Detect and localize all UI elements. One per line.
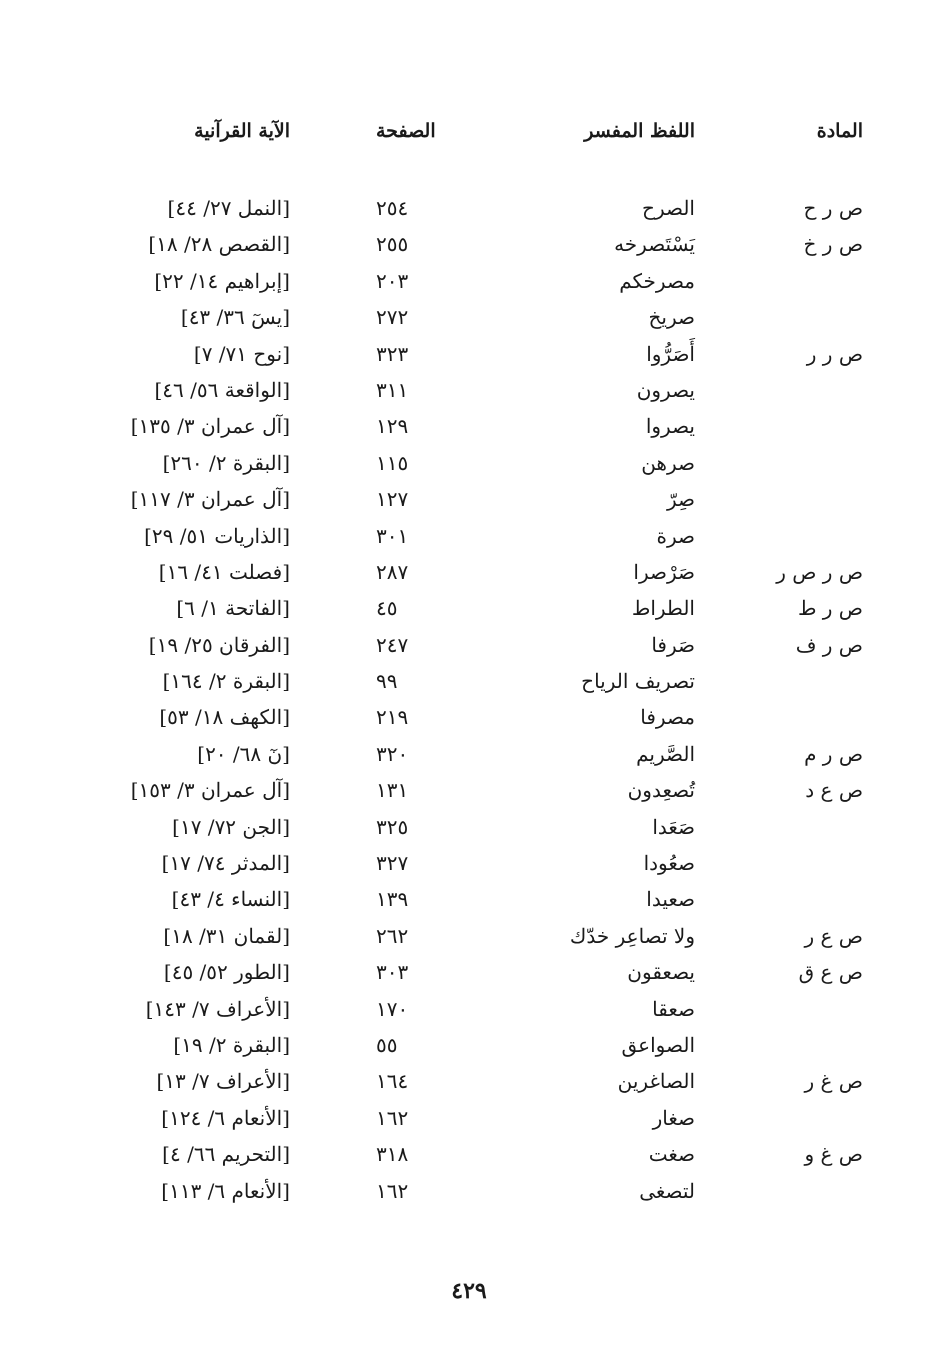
cell-verse: [النساء ٤/ ٤٣] [171,887,290,912]
cell-verse: [نٓ ٦٨/ ٢٠] [197,741,290,766]
table-row [0,849,938,885]
cell-word: أَصَرُّوا [646,341,695,366]
cell-verse: [النمل ٢٧/ ٤٤] [167,196,290,220]
cell-word: لتصغى [639,1178,695,1203]
cell-word: تصريف الرياح [581,669,695,694]
cell-word: صغت [648,1142,695,1167]
cell-madda: ص ر م [804,741,863,766]
cell-page: ٢٨٧ [376,559,409,584]
cell-page: ١١٥ [376,450,409,475]
cell-madda: ص ر ر [806,341,863,366]
cell-page: ٢٦٢ [376,923,409,948]
table-row [0,376,938,412]
cell-word: الصَّريم [636,741,695,766]
cell-madda: ص ر ف [795,632,863,657]
cell-word: صريخ [648,305,695,330]
cell-page: ١٣١ [376,778,409,803]
cell-word: تُصعِدون [627,778,695,803]
table-row [0,1140,938,1176]
table-row [0,995,938,1031]
cell-verse: [الأعراف ٧/ ١٣] [156,1069,290,1094]
cell-page: ٢١٩ [376,705,409,730]
cell-page: ٣٢٣ [376,341,409,366]
cell-page: ٣١١ [376,377,409,402]
table-row [0,303,938,339]
table-row [0,594,938,630]
cell-page: ١٢٧ [376,487,409,512]
table-row [0,1067,938,1103]
cell-verse: [آل عمران ٣/ ١٥٣] [130,778,290,803]
table-row [0,813,938,849]
cell-page: ١٦٢ [376,1105,409,1130]
cell-word: يَسْتَصرخه [614,232,695,257]
cell-word: يصرون [636,377,695,402]
cell-madda: ص ر ط [797,596,863,621]
table-row [0,631,938,667]
cell-verse: [البقرة ٢/ ٢٦٠] [162,450,290,475]
table-row [0,449,938,485]
table-row [0,1177,938,1213]
cell-word: صَعَدا [652,814,695,839]
cell-verse: [المدثر ٧٤/ ١٧] [161,851,290,876]
table-header [0,122,938,152]
cell-verse: [لقمان ٣١/ ١٨] [163,923,290,948]
table-row [0,922,938,958]
cell-word: يصعقون [627,960,695,985]
cell-verse: [الكهف ١٨/ ٥٣] [159,705,290,730]
cell-madda: ص غ و [804,1142,863,1167]
cell-verse: [الفاتحة ١/ ٦] [176,596,290,621]
cell-word: صعيدا [646,887,695,912]
cell-verse: [القصص ٢٨/ ١٨] [148,232,290,257]
cell-madda: ص ع ق [798,960,863,985]
cell-page: ٩٩ [376,669,398,694]
header-verse: الآية القرآنية [194,120,290,142]
cell-word: الصرح [642,196,695,220]
cell-word: صِرّ [666,487,695,512]
cell-verse: [الفرقان ٢٥/ ١٩] [148,632,290,657]
cell-verse: [البقرة ٢/ ١٩] [173,1032,290,1057]
cell-word: الصواعق [621,1032,695,1057]
cell-verse: [آل عمران ٣/ ١٣٥] [130,414,290,439]
table-row [0,267,938,303]
cell-page: ٢٠٣ [376,268,409,293]
cell-madda: ص ر خ [803,232,863,257]
table-row [0,412,938,448]
cell-page: ٣٢٠ [376,741,409,766]
cell-word: صعقا [652,996,695,1021]
cell-verse: [الأنعام ٦/ ١٢٤] [161,1105,290,1130]
cell-madda: ص ع د [805,778,863,803]
cell-page: ٢٥٥ [376,232,409,257]
table-row [0,522,938,558]
cell-page: ٤٥ [376,596,398,621]
cell-word: ولا تصاعِر خدّك [569,923,695,948]
table-row [0,776,938,812]
cell-word: صَرفا [651,632,695,657]
cell-verse: [نوح ٧١/ ٧] [193,341,290,366]
cell-verse: [الواقعة ٥٦/ ٤٦] [154,377,290,402]
cell-page: ١٦٢ [376,1178,409,1203]
index-table [0,194,938,1213]
cell-word: الطراط [631,596,695,621]
cell-madda: ص ر ح [803,196,863,220]
cell-verse: [التحريم ٦٦/ ٤] [162,1142,290,1167]
table-row [0,194,938,230]
cell-page: ١٦٤ [376,1069,409,1094]
table-row [0,558,938,594]
cell-word: الصاغرين [617,1069,695,1094]
cell-word: صعُودا [643,851,695,876]
cell-word: يصروا [645,414,695,439]
cell-verse: [يسٓ ٣٦/ ٤٣] [180,305,290,330]
cell-page: ٣٠١ [376,523,409,548]
cell-page: ٢٥٤ [376,196,409,220]
table-row [0,1031,938,1067]
cell-word: مصرفا [640,705,695,730]
cell-madda: ص غ ر [804,1069,863,1094]
cell-page: ٢٧٢ [376,305,409,330]
cell-verse: [الجن ٧٢/ ١٧] [172,814,290,839]
cell-page: ٥٥ [376,1032,398,1057]
cell-word: صرهن [641,450,695,475]
cell-word: صغار [652,1105,695,1130]
cell-word: صرة [656,523,695,548]
table-row [0,703,938,739]
cell-madda: ص ر ص ر [776,559,863,584]
cell-verse: [الذاريات ٥١/ ٢٩] [144,523,290,548]
table-row [0,485,938,521]
cell-verse: [فصلت ٤١/ ١٦] [158,559,290,584]
cell-page: ١٣٩ [376,887,409,912]
cell-verse: [الطور ٥٢/ ٤٥] [163,960,290,985]
cell-verse: [الأعراف ٧/ ١٤٣] [145,996,290,1021]
cell-page: ٣١٨ [376,1142,409,1167]
table-row [0,667,938,703]
cell-word: صَرْصرا [633,559,695,584]
cell-page: ٢٤٧ [376,632,409,657]
cell-madda: ص ع ر [804,923,863,948]
table-row [0,885,938,921]
header-word: اللفظ المفسر [584,120,695,142]
table-row [0,1104,938,1140]
cell-word: مصرخكم [619,268,695,293]
table-row [0,340,938,376]
table-row [0,740,938,776]
table-row [0,230,938,266]
cell-verse: [آل عمران ٣/ ١١٧] [130,487,290,512]
header-madda: المادة [816,120,863,142]
cell-page: ١٧٠ [376,996,409,1021]
cell-verse: [البقرة ٢/ ١٦٤] [162,669,290,694]
page-number: ٤٢٩ [451,1278,487,1304]
cell-page: ٣٢٥ [376,814,409,839]
cell-verse: [الأنعام ٦/ ١١٣] [161,1178,290,1203]
header-page: الصفحة [376,120,436,142]
cell-page: ٣٢٧ [376,851,409,876]
cell-page: ١٢٩ [376,414,409,439]
table-row [0,958,938,994]
cell-page: ٣٠٣ [376,960,409,985]
cell-verse: [إبراهيم ١٤/ ٢٢] [154,268,290,293]
